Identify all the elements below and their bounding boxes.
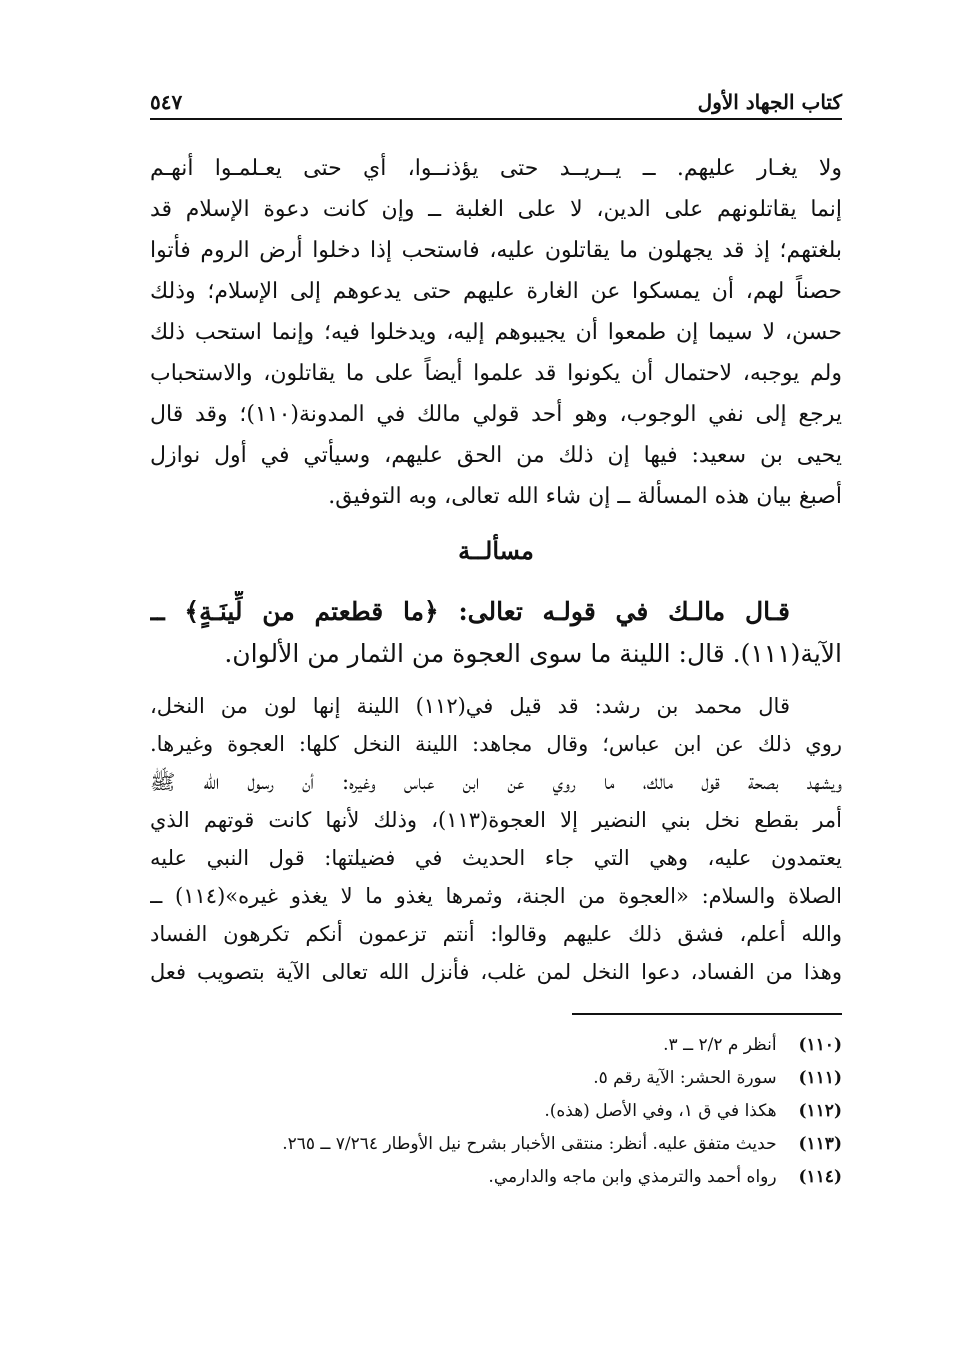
footnote-text: هكذا في ق ١، وفي الأصل (هذه). [544,1101,777,1121]
paragraph-3 [150,687,842,991]
text-line: يرجع إلى نفي الوجوب، وهو أحد قولي مالك في المدونة(١١٠)؛ وقد قال [150,402,842,427]
text-line: والله أعلم، فشق ذلك عليهم وقالوا: أنتم تزعمون أنكم تكرهون الفساد [150,922,842,946]
footnote-number: (١١٠) [798,1035,842,1055]
footnote-text: حديث متفق عليه. أنظر: منتقى الأخبار بشرح نيل الأوطار ٧/٢٦٤ ــ ٢٦٥. [282,1134,777,1154]
text-line: ولم يوجبه، لاحتمال أن يكونوا قد علموا أيضاً على ما يقاتلون، والاستحباب [150,361,842,386]
text-line: وهذا من الفساد، دعوا النخل لمن غلب، فأنزل الله تعالى الآية بتصويب فعل [150,960,842,984]
text-line: إنما يقاتلونهم على الدين، لا على الغلبة ــ وإن كانت دعوة الإسلام قد [150,197,842,222]
footnote-number: (١١٣) [798,1134,842,1154]
text-line: يعتمدون عليه، وهي التي جاء الحديث في فضيلتها: قول النبي عليه [150,846,842,870]
text-line: روي ذلك عن ابن عباس؛ وقال مجاهد: اللينة النخل كلها: العجوة وغيرها. [150,732,842,756]
text-line: حسن، لا سيما إن طمعوا أن يجيبوهم إليه، ويدخلوا فيه؛ وإنما استحب ذلك [150,320,842,345]
footnote-divider [572,1013,842,1015]
text-line: ويشهد بصحة قول مالك، ما روي عن ابن عباس وغيره: أن رسول الله ﷺ [150,770,842,794]
footnote-112 [150,1095,842,1128]
text-line: قـال مالـك في قولـه تعالى: ﴿ما قطعتم من لِّينَـةٍ﴾ ــ [150,597,791,626]
text-line: بلغتهم؛ إذ قد يجهلون ما يقاتلون عليه، فاستحب إذا دخلوا أرض الروم فأتوا [150,238,842,263]
footnote-number: (١١٢) [798,1101,842,1121]
running-header [150,78,842,120]
book-page [150,78,842,1194]
text-line: الآية(١١١). قال: اللينة ما سوى العجوة من الثمار من الألوان. [224,639,842,668]
footnote-text: سورة الحشر: الآية رقم ٥. [593,1068,777,1088]
running-header-title: كتاب الجهاد الأول [697,90,842,114]
paragraph-2 [150,591,842,675]
text-line: أصبغ بيان هذه المسألة ــ إن شاء الله تعالى، وبه التوفيق. [328,484,842,509]
page-number: ٥٤٧ [150,90,183,114]
text-line: يحيى بن سعيد: فيها إن ذلك من الحق عليهم، وسيأتي في أول نوازل [150,443,842,468]
text-line: قال محمد بن رشد: قد قيل في(١١٢) اللينة إنها لون من النخل، [150,694,790,718]
paragraph-1 [150,148,842,517]
footnotes [150,1029,842,1194]
footnote-111 [150,1062,842,1095]
text-line: حصناً لهم، أن يمسكوا عن الغارة عليهم حتى يدعوهم إلى الإسلام؛ وذلك [150,279,842,304]
footnote-text: رواه أحمد والترمذي وابن ماجه والدارمي. [488,1167,777,1187]
footnote-114 [150,1161,842,1194]
text-line: الصلاة والسلام: «العجوة من الجنة، وثمرها يغذو ما لا يغذو غيره»(١١٤) ــ [150,884,842,908]
footnote-number: (١١١) [798,1068,842,1088]
footnote-number: (١١٤) [798,1167,842,1187]
section-heading: مسألــة [458,536,534,565]
footnote-110 [150,1029,842,1062]
footnote-text: أنظر م ٢/٢ ــ ٣. [663,1035,777,1055]
footnote-113 [150,1128,842,1161]
text-line: ولا يغـار عليهم. ــ يــريــد حتى يؤذنــوا، أي حتى يعـلمـوا أنهـم [150,156,842,181]
text-line: أمر بقطع نخل بني النضير إلا العجوة(١١٣)، وذلك لأنها كانت قوتهم الذي [150,808,842,832]
